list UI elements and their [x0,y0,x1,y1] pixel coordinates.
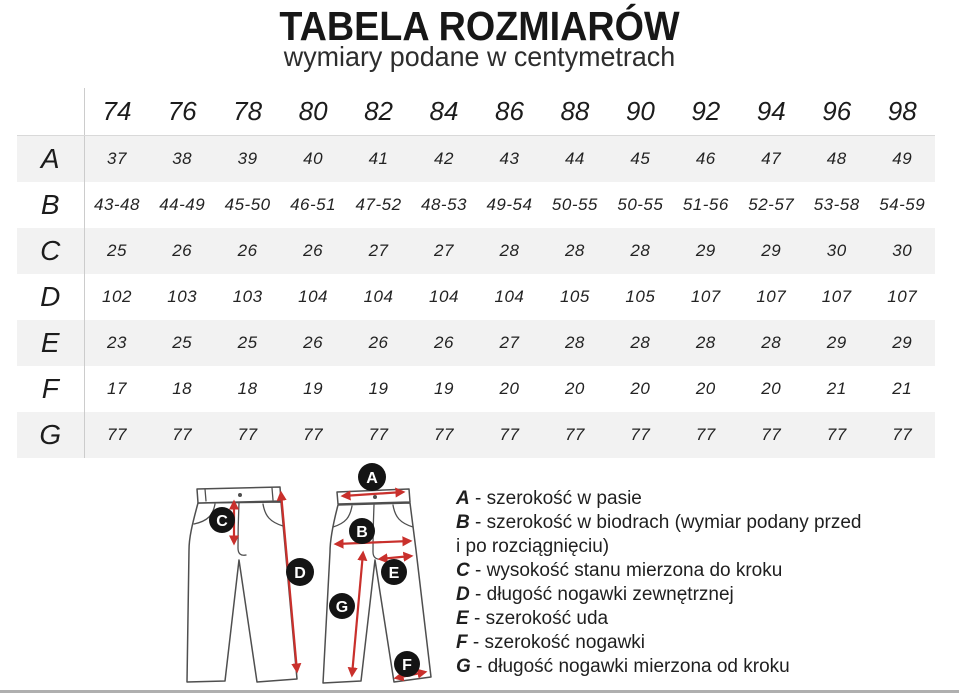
measure-cell: 47 [761,148,782,168]
measure-cell: 26 [303,332,324,352]
measure-cell: 20 [499,378,520,398]
measure-cell: 37 [107,148,127,168]
legend-line: A - szerokość w pasie [456,488,642,509]
measure-cell: 54-59 [879,194,926,214]
measure-cell: 105 [559,286,590,306]
svg-text:B: B [356,524,368,541]
measure-cell: 77 [695,424,716,444]
measure-cell: 77 [303,424,324,444]
measure-cell: 20 [630,378,651,398]
size-table [17,88,935,458]
measure-cell: 41 [368,148,389,168]
svg-text:A: A [366,470,378,487]
measure-cell: 28 [564,332,585,352]
size-table-body [17,136,935,458]
measure-cell: 49-54 [486,194,533,214]
marker-e-badge [381,559,407,585]
measure-cell: 44 [564,148,585,168]
measure-cell: 20 [761,378,782,398]
measure-cell: 49 [892,148,913,168]
measure-cell: 30 [892,240,913,260]
measure-cell: 25 [237,332,258,352]
measure-cell: 43 [499,148,520,168]
size-column-header: 74 [84,88,149,136]
measure-cell: 27 [368,240,389,260]
page-subtitle: wymiary podane w centymetrach [283,41,676,73]
size-column-header: 80 [280,88,345,136]
size-column-header: 98 [869,88,935,136]
measure-cell: 18 [172,378,193,398]
measure-cell: 28 [564,240,585,260]
measure-cell: 77 [892,424,913,444]
measure-cell: 103 [167,286,198,306]
measure-cell: 25 [107,240,127,260]
measure-cell: 104 [363,286,394,306]
measure-cell: 43-48 [93,194,140,214]
measure-cell: 103 [232,286,263,306]
measure-cell: 52-57 [748,194,795,214]
measure-cell: 29 [892,332,913,352]
legend-letter: D [456,584,470,605]
legend-line: G - długość nogawki mierzona od kroku [456,656,790,677]
table-row [17,320,935,366]
measure-cell: 29 [695,240,716,260]
header [0,4,959,71]
marker-b-badge [349,518,375,544]
measure-cell: 48-53 [421,194,467,214]
size-table-corner [17,88,84,136]
measure-cell: 42 [434,148,454,168]
size-column-header: 88 [542,88,607,136]
measure-cell: 77 [172,424,193,444]
measure-cell: 40 [303,148,324,168]
measure-cell: 46 [695,148,716,168]
measure-cell: 28 [499,240,520,260]
row-label: G [17,412,84,458]
measure-cell: 20 [564,378,585,398]
size-column-header: 92 [673,88,738,136]
measure-cell: 77 [237,424,258,444]
measure-cell: 21 [892,378,913,398]
table-row [17,136,935,182]
size-column-header: 84 [411,88,476,136]
measure-cell: 26 [172,240,193,260]
measure-cell: 104 [429,286,459,306]
measure-cell: 27 [499,332,520,352]
table-row [17,366,935,412]
measure-cell: 29 [761,240,782,260]
measure-cell: 26 [237,240,258,260]
measure-cell: 77 [564,424,585,444]
measure-cell: 107 [690,286,721,306]
measure-cell: 50-55 [617,194,664,214]
table-row [17,182,935,228]
pants-measurement-diagram [168,452,456,693]
measure-cell: 23 [107,332,127,352]
measure-cell: 28 [630,240,651,260]
svg-text:D: D [294,565,306,582]
size-column-header: 94 [739,88,804,136]
measure-cell: 20 [695,378,716,398]
measure-cell: 28 [761,332,782,352]
svg-text:C: C [216,513,228,530]
row-label: C [17,228,84,274]
measure-cell: 104 [494,286,525,306]
page-title: TABELA ROZMIARÓW [279,3,680,49]
measure-cell: 38 [172,148,193,168]
pants-front-left-outline [187,487,297,682]
table-row [17,412,935,458]
measure-cell: 39 [237,148,258,168]
measure-cell: 47-52 [355,194,402,214]
measure-cell: 45 [630,148,651,168]
measure-cell: 17 [107,378,127,398]
legend-line: C - wysokość stanu mierzona do kroku [456,560,783,581]
measure-cell: 28 [695,332,716,352]
measure-cell: 21 [826,378,847,398]
measure-cell: 77 [826,424,847,444]
table-row [17,274,935,320]
measure-cell: 28 [630,332,651,352]
row-label: F [17,366,84,412]
legend-letter: A [456,488,470,509]
measure-cell: 26 [368,332,389,352]
legend-letter: E [456,608,469,629]
measure-cell: 25 [172,332,193,352]
measure-cell: 53-58 [813,194,860,214]
size-column-header: 90 [608,88,673,136]
legend-letter: C [456,560,470,581]
svg-text:E: E [388,565,400,582]
marker-a-badge [358,463,386,491]
measure-cell: 77 [630,424,651,444]
measure-cell: 50-55 [551,194,598,214]
marker-d-badge [286,558,314,586]
measure-cell: 19 [434,378,454,398]
measure-cell: 77 [368,424,389,444]
measure-cell: 104 [298,286,329,306]
measure-cell: 18 [237,378,258,398]
measure-cell: 77 [107,424,127,444]
size-column-header: 76 [149,88,214,136]
measure-cell: 105 [625,286,656,306]
size-column-header: 82 [346,88,411,136]
measure-cell: 19 [368,378,389,398]
size-column-header: 86 [477,88,542,136]
measure-cell: 26 [434,332,454,352]
measure-cell: 51-56 [682,194,729,214]
measure-cell: 44-49 [159,194,206,214]
row-label: B [17,182,84,228]
size-table-head-row [17,88,935,136]
measure-cell: 77 [499,424,520,444]
measurement-legend [456,487,926,679]
measure-cell: 29 [826,332,847,352]
marker-c-badge [209,507,235,533]
measure-cell: 27 [434,240,454,260]
measure-cell: 77 [761,424,782,444]
legend-line: F - szerokość nogawki [456,632,646,653]
measure-cell: 45-50 [224,194,271,214]
measure-cell: 107 [756,286,787,306]
marker-f-badge [394,651,420,677]
legend-line: i po rozciągnięciu) [456,536,610,557]
measure-cell: 77 [434,424,454,444]
svg-text:G: G [335,599,349,616]
measure-cell: 19 [303,378,324,398]
legend-line: E - szerokość uda [456,608,609,629]
legend-letter: G [456,656,471,677]
row-label: D [17,274,84,320]
measure-cell: 48 [826,148,847,168]
measure-cell: 107 [887,286,918,306]
legend-line: D - długość nogawki zewnętrznej [456,584,734,605]
row-label: A [17,136,84,182]
legend-letter: B [456,512,470,533]
marker-g-badge [329,593,355,619]
legend-line: B - szerokość w biodrach (wymiar podany przed [456,512,862,533]
size-column-header: 96 [804,88,869,136]
row-label: E [17,320,84,366]
measure-cell: 26 [303,240,324,260]
svg-text:F: F [402,657,412,674]
size-column-header: 78 [215,88,280,136]
legend-letter: F [456,632,468,653]
measure-cell: 46-51 [290,194,337,214]
measure-cell: 107 [821,286,852,306]
measure-cell: 102 [102,286,132,306]
measure-cell: 30 [826,240,847,260]
table-row [17,228,935,274]
